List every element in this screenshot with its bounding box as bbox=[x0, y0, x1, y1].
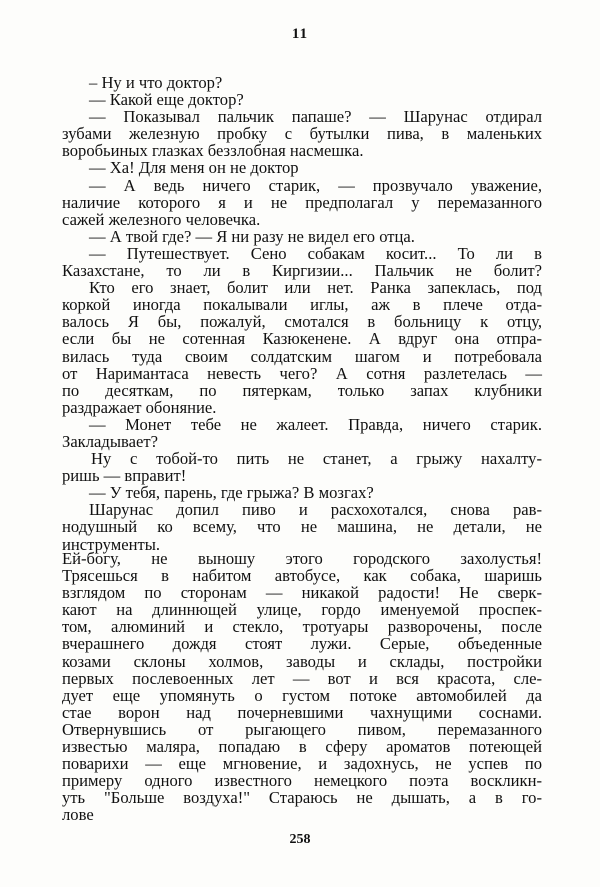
text-line: — У тебя, парень, где грыжа? В мозгах? bbox=[89, 483, 374, 503]
text-line: лове bbox=[62, 805, 94, 825]
text-line: вчерашнего дождя стоят лужи. Серые, объеденные bbox=[62, 634, 542, 654]
text-line: кают на длиннющей улице, гордо именуемой проспек- bbox=[62, 600, 542, 620]
text-line: — Монет тебе не жалеет. Правда, ничего старик. bbox=[89, 414, 542, 434]
text-line: вилась туда своим солдатским шагом и потребовала bbox=[62, 346, 542, 366]
text-line: — Ха! Для меня он не доктор bbox=[89, 158, 299, 178]
text-line: — Путешествует. Сено собакам косит... То ли в bbox=[89, 243, 542, 263]
text-line: Казахстане, то ли в Киргизии... Пальчик не болит? bbox=[62, 261, 542, 281]
page-number-top: 11 bbox=[291, 26, 309, 42]
text-line: Закладывает? bbox=[62, 431, 158, 451]
text-line: коркой иногда покалывали иглы, аж в плече отда- bbox=[62, 295, 542, 315]
text-line: валось Я бы, пожалуй, смотался в больницу к отцу, bbox=[62, 312, 542, 332]
text-line: ришь — вправит! bbox=[62, 466, 187, 486]
text-line: уть "Больше воздуха!" Стараюсь не дышать, а в го- bbox=[62, 788, 542, 808]
text-line: — А ведь ничего старик, — прозвучало уважение, bbox=[89, 175, 542, 195]
text-line: если бы не сотенная Казюкенене. А вдруг она отпра- bbox=[62, 329, 542, 349]
text-line: козами склоны холмов, заводы и склады, постройки bbox=[62, 651, 542, 671]
text-line: по десяткам, по пятеркам, только запах клубники bbox=[62, 380, 542, 400]
dialogue-section bbox=[62, 74, 542, 553]
text-line: известью маляра, попадаю в сферу ароматов потеющей bbox=[62, 737, 542, 757]
page-number-bottom: 258 bbox=[289, 832, 311, 847]
text-line: Ну с тобой-то пить не станет, а грыжу нахалту- bbox=[91, 449, 542, 469]
text-line: примеру одного известного немецкого поэта воскликн- bbox=[62, 771, 542, 791]
text-line: Шарунас допил пиво и расхохотался, снова рав- bbox=[89, 500, 542, 520]
narrative-section bbox=[62, 550, 542, 824]
text-line: Ей-богу, не выношу этого городского захолустья! bbox=[62, 549, 542, 568]
text-line: Трясешься в набитом автобусе, как собака, шаришь bbox=[62, 566, 542, 586]
text-line: поварихи — еще мгновение, и задохнусь, не успев по bbox=[62, 754, 542, 774]
text-line: первых послевоенных лет — вот и вся красота, сле- bbox=[62, 668, 542, 688]
text-line: от Наримантаса невесть чего? А сотня разлетелась — bbox=[62, 363, 542, 383]
text-line: — Показывал пальчик папаше? — Шарунас отдирал bbox=[89, 107, 542, 127]
text-line: взглядом по сторонам — никакой радости! Не сверк- bbox=[62, 583, 542, 603]
text-line: наличие которого я и не предполагал у перемазанного bbox=[62, 192, 542, 212]
text-line: раздражает обоняние. bbox=[62, 397, 217, 417]
text-line: инструменты. bbox=[62, 534, 161, 554]
text-line: воробьиных глазках беззлобная насмешка. bbox=[62, 141, 364, 161]
text-line: стае ворон над почерневшими чахнущими соснами. bbox=[62, 702, 542, 722]
text-line: сажей железного человечка. bbox=[62, 209, 261, 229]
text-line: Отвернувшись от рыгающего пивом, перемазанного bbox=[62, 719, 542, 739]
text-line: дует еще упомянуть о густом потоке автомобилей да bbox=[62, 685, 542, 705]
text-line: — Какой еще доктор? bbox=[89, 90, 244, 110]
text-line: – Ну и что доктор? bbox=[89, 73, 223, 92]
text-line: — А твой где? — Я ни разу не видел его отца. bbox=[89, 226, 415, 246]
text-line: Кто его знает, болит или нет. Ранка запеклась, под bbox=[89, 278, 542, 298]
text-line: том, алюминий и стекло, тротуары разворочены, после bbox=[62, 617, 542, 637]
text-line: зубами железную пробку с бутылки пива, в маленьких bbox=[62, 124, 542, 144]
text-line: нодушный ко всему, что не машина, не детали, не bbox=[62, 517, 542, 537]
